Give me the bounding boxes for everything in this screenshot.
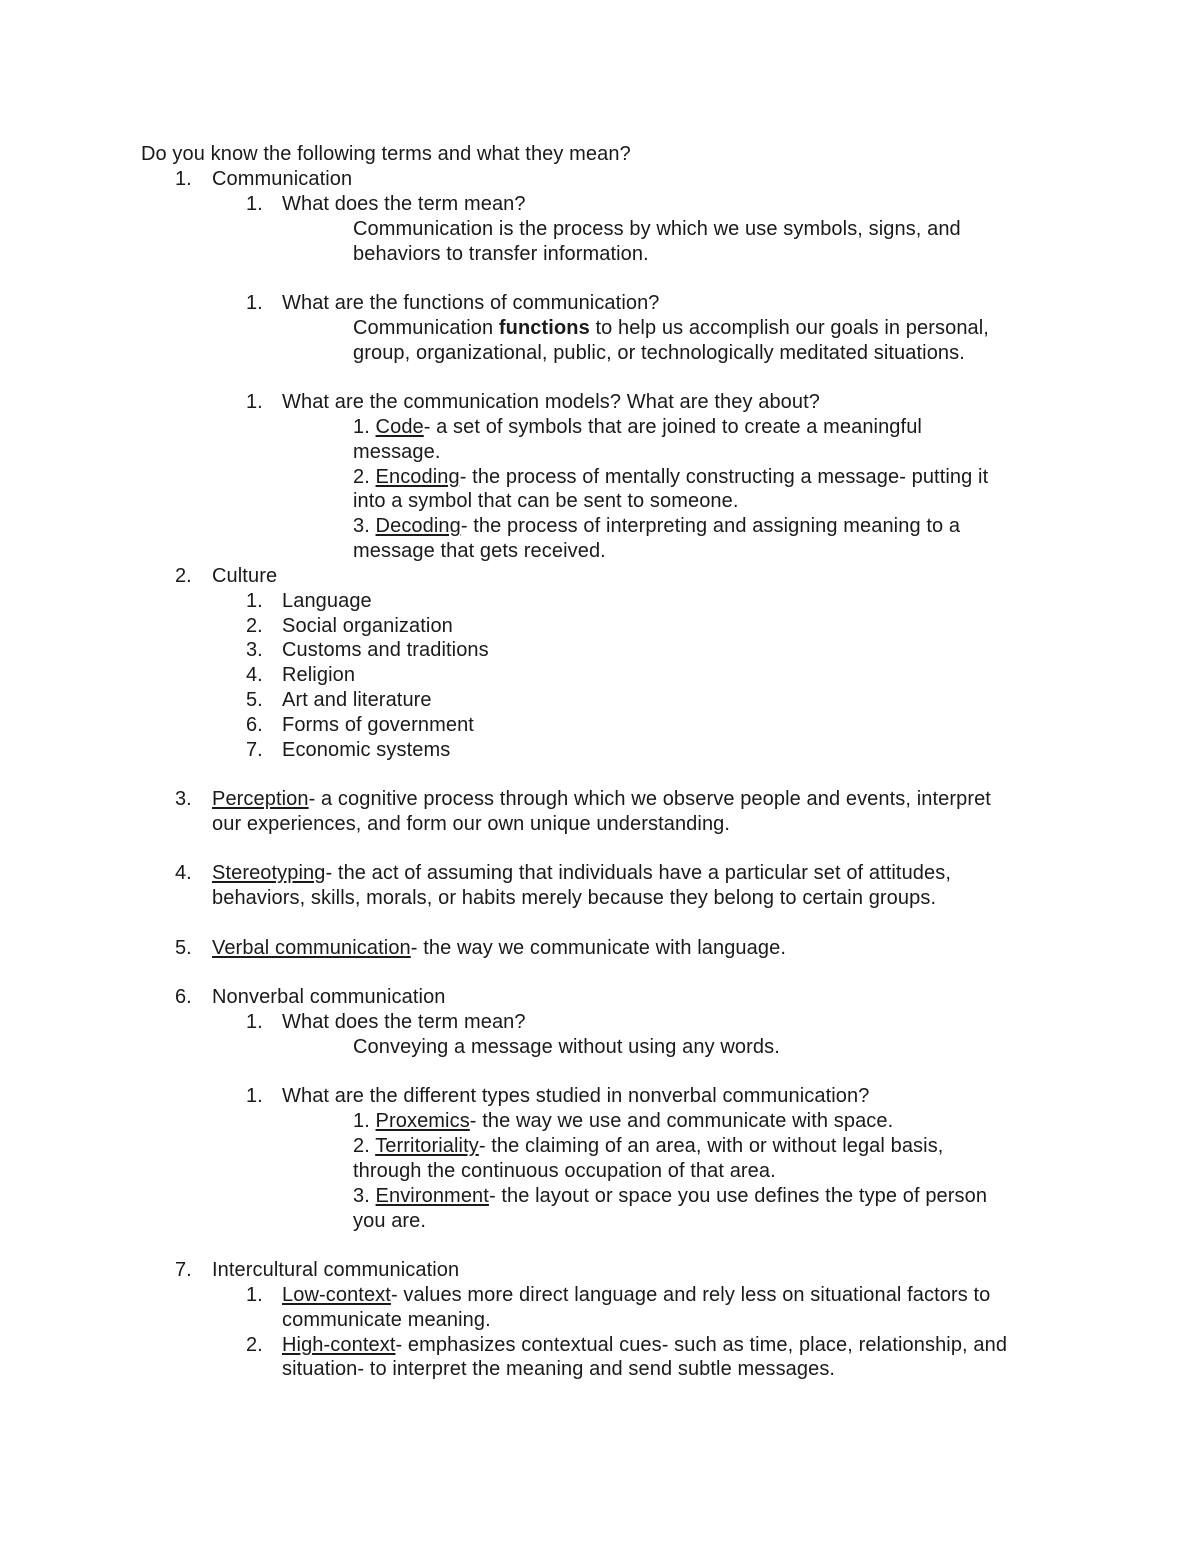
model-decoding: [353, 514, 960, 538]
question-types: What are the different types studied in nonverbal communication?: [282, 1085, 870, 1107]
culture-item: Art and literature: [282, 689, 432, 711]
bold-term: functions: [498, 317, 590, 339]
sub-number: 1.: [246, 193, 263, 215]
type-number: 3.: [353, 1185, 376, 1207]
culture-item: Economic systems: [282, 739, 451, 761]
model-definition-cont: message.: [353, 441, 441, 463]
culture-number: 3.: [246, 639, 263, 661]
type-environment: [353, 1184, 987, 1208]
term-verbal-communication: Verbal communication: [212, 937, 411, 959]
culture-number: 7.: [246, 739, 263, 761]
item-title-communication: Communication: [212, 168, 353, 190]
term-encoding: Encoding: [375, 466, 460, 488]
definition-cont: situation- to interpret the meaning and send subtle messages.: [282, 1358, 836, 1380]
culture-number: 5.: [246, 689, 263, 711]
culture-item: Forms of government: [282, 714, 474, 736]
type-definition-cont: you are.: [353, 1210, 427, 1232]
type-definition: - the layout or space you use defines the type of person: [488, 1185, 988, 1207]
model-definition: - the process of interpreting and assigning meaning to a: [460, 515, 961, 537]
answer-line: Conveying a message without using any words.: [353, 1036, 780, 1058]
model-number: 2.: [353, 466, 376, 488]
term-proxemics: Proxemics: [375, 1110, 470, 1132]
type-definition: - the way we use and communicate with space.: [469, 1110, 894, 1132]
culture-item: Language: [282, 590, 372, 612]
item-number: 1.: [175, 168, 192, 190]
item-number: 3.: [175, 788, 192, 810]
item-title-culture: Culture: [212, 565, 278, 587]
model-definition: - the process of mentally constructing a message- putting it: [459, 466, 989, 488]
low-context: [282, 1283, 990, 1307]
culture-item: Social organization: [282, 615, 453, 637]
sub-number: 1.: [246, 391, 263, 413]
answer-suffix: to help us accomplish our goals in personal,: [589, 317, 989, 339]
type-proxemics: [353, 1109, 893, 1133]
sub-number: 1.: [246, 1284, 263, 1306]
answer-line: Communication is the process by which we use symbols, signs, and: [353, 218, 961, 240]
model-number: 1.: [353, 416, 376, 438]
question-models: What are the communication models? What are they about?: [282, 391, 820, 413]
culture-item: Customs and traditions: [282, 639, 489, 661]
sub-number: 1.: [246, 292, 263, 314]
item-number: 6.: [175, 986, 192, 1008]
type-definition: - the claiming of an area, with or without legal basis,: [478, 1135, 944, 1157]
term-code: Code: [375, 416, 424, 438]
type-definition-cont: through the continuous occupation of that area.: [353, 1160, 776, 1182]
term-high-context: High-context: [282, 1334, 396, 1356]
intro-heading: Do you know the following terms and what they mean?: [141, 143, 631, 165]
term-perception: Perception: [212, 788, 309, 810]
definition: - the way we communicate with language.: [410, 937, 786, 959]
question-term-meaning: What does the term mean?: [282, 193, 526, 215]
item-verbal: [212, 936, 786, 960]
item-stereotyping: [212, 861, 951, 885]
type-number: 2.: [353, 1135, 376, 1157]
question-functions: What are the functions of communication?: [282, 292, 660, 314]
type-territoriality: [353, 1134, 943, 1158]
model-encoding: [353, 465, 988, 489]
item-number: 4.: [175, 862, 192, 884]
term-environment: Environment: [375, 1185, 489, 1207]
sub-number: 1.: [246, 1011, 263, 1033]
model-code: [353, 415, 922, 439]
item-title-nonverbal: Nonverbal communication: [212, 986, 446, 1008]
model-number: 3.: [353, 515, 376, 537]
item-title-intercultural: Intercultural communication: [212, 1259, 460, 1281]
definition: - a cognitive process through which we observe people and events, interpret: [308, 788, 991, 810]
culture-number: 6.: [246, 714, 263, 736]
definition: - values more direct language and rely less on situational factors to: [390, 1284, 991, 1306]
culture-item: Religion: [282, 664, 356, 686]
term-stereotyping: Stereotyping: [212, 862, 326, 884]
model-definition-cont: message that gets received.: [353, 540, 606, 562]
answer-line: group, organizational, public, or technologically meditated situations.: [353, 342, 965, 364]
culture-number: 1.: [246, 590, 263, 612]
question-term-meaning: What does the term mean?: [282, 1011, 526, 1033]
answer-prefix: Communication: [353, 317, 499, 339]
sub-number: 2.: [246, 1334, 263, 1356]
definition-cont: communicate meaning.: [282, 1309, 491, 1331]
culture-number: 4.: [246, 664, 263, 686]
definition-cont: our experiences, and form our own unique understanding.: [212, 813, 731, 835]
definition-cont: behaviors, skills, morals, or habits merely because they belong to certain groups.: [212, 887, 937, 909]
item-number: 5.: [175, 937, 192, 959]
answer-line: [353, 316, 989, 340]
model-definition: - a set of symbols that are joined to create a meaningful: [423, 416, 922, 438]
definition: - the act of assuming that individuals have a particular set of attitudes,: [325, 862, 952, 884]
definition: - emphasizes contextual cues- such as time, place, relationship, and: [395, 1334, 1008, 1356]
item-number: 2.: [175, 565, 192, 587]
type-number: 1.: [353, 1110, 376, 1132]
item-number: 7.: [175, 1259, 192, 1281]
term-decoding: Decoding: [375, 515, 461, 537]
culture-number: 2.: [246, 615, 263, 637]
term-territoriality: Territoriality: [375, 1135, 479, 1157]
sub-number: 1.: [246, 1085, 263, 1107]
model-definition-cont: into a symbol that can be sent to someone.: [353, 490, 739, 512]
answer-line: behaviors to transfer information.: [353, 243, 649, 265]
term-low-context: Low-context: [282, 1284, 391, 1306]
high-context: [282, 1333, 1007, 1357]
item-perception: [212, 787, 991, 811]
